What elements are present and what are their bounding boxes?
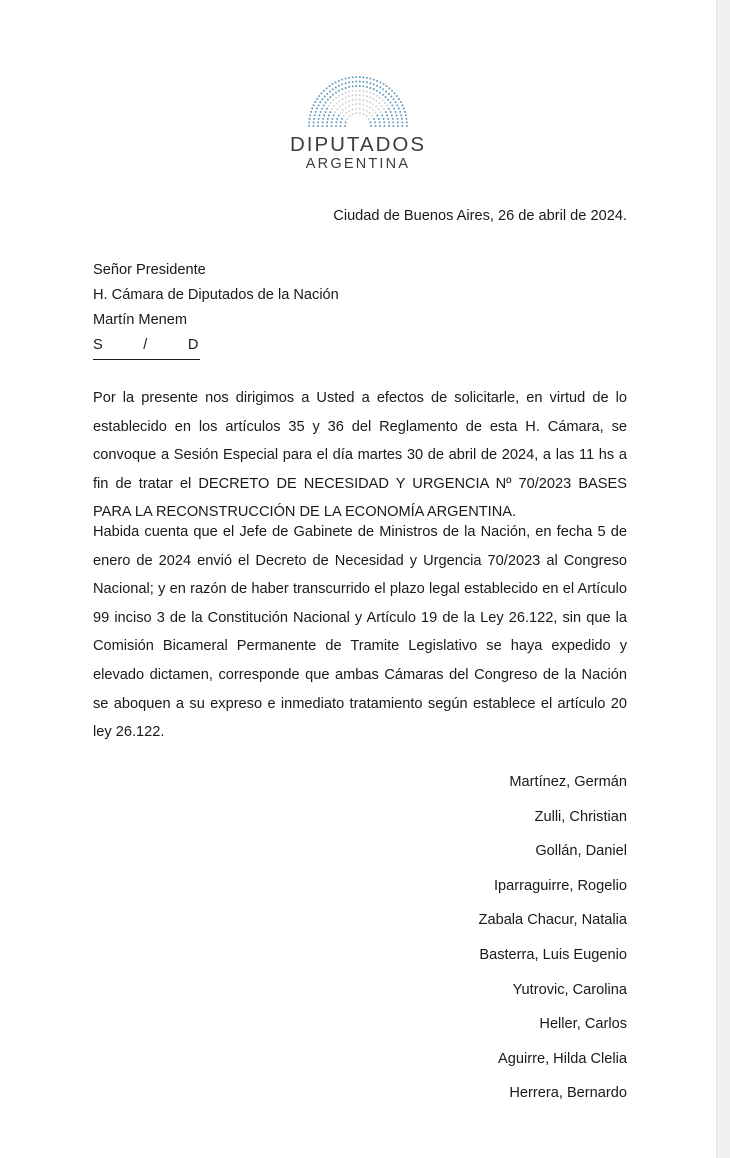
signatory-item: Zabala Chacur, Natalia <box>478 912 627 929</box>
signatory-item: Heller, Carlos <box>539 1016 627 1033</box>
signatory-item: Martínez, Germán <box>509 774 627 790</box>
logo-wordmark: DIPUTADOS <box>289 133 427 156</box>
sd-underline: S / D <box>93 333 200 360</box>
letterhead-logo <box>0 72 716 172</box>
addressee-sd-row <box>93 333 627 360</box>
signatory-item: Zulli, Christian <box>534 808 627 825</box>
paragraph-1: Por la presente nos dirigimos a Usted a efectos de solicitarle, en virtud de lo establecido en los artículos 35 y 36 del Reglamento de esta H. Cámara, se convoque a Sesión Especial para el día martes 30 de abril de 2024, a las 11 hs a fin de tratar el DECRETO DE NECESIDAD Y URGENCIA Nº 70/2023 BASES PARA LA RECONSTRUCCIÓN DE LA ECONOMÍA ARGENTINA. <box>93 390 627 521</box>
signatory-item: Basterra, Luis Eugenio <box>479 946 627 963</box>
parliament-arc-icon <box>306 72 410 128</box>
signatory-item: Aguirre, Hilda Clelia <box>498 1050 627 1067</box>
addressee-title: Señor Presidente <box>93 262 206 278</box>
signatory-item: Iparraguirre, Rogelio <box>493 877 627 894</box>
addressee-block <box>93 258 627 360</box>
signatory-item: Herrera, Bernardo <box>509 1085 627 1102</box>
date-line: Ciudad de Buenos Aires, 26 de abril de 2024. <box>333 208 627 224</box>
addressee-name: Martín Menem <box>93 312 188 328</box>
logo-subtitle: ARGENTINA <box>305 155 411 172</box>
paragraph-2: Habida cuenta que el Jefe de Gabinete de Ministros de la Nación, en fecha 5 de enero de 2024 envió el Decreto de Necesidad y Urgencia 70/2023 al Congreso Nacional; y en razón de haber transcurrido el plazo legal establecido en el Artículo 99 inciso 3 de la Constitución Nacional y Artículo 19 de la Ley 26.122, sin que la Comisión Bicameral Permanente de Tramite Legislativo se haya expedido y elevado dictamen, corresponde que ambas Cámaras del Congreso de la Nación se aboquen a su expreso e inmediato tratamiento según establece el artículo 20 ley 26.122. <box>93 524 627 741</box>
signatory-item: Yutrovic, Carolina <box>512 981 627 998</box>
signatory-list <box>93 765 627 1111</box>
page-right-edge <box>716 0 730 1158</box>
signatory-item: Gollán, Daniel <box>535 843 627 860</box>
addressee-institution: H. Cámara de Diputados de la Nación <box>93 287 339 303</box>
